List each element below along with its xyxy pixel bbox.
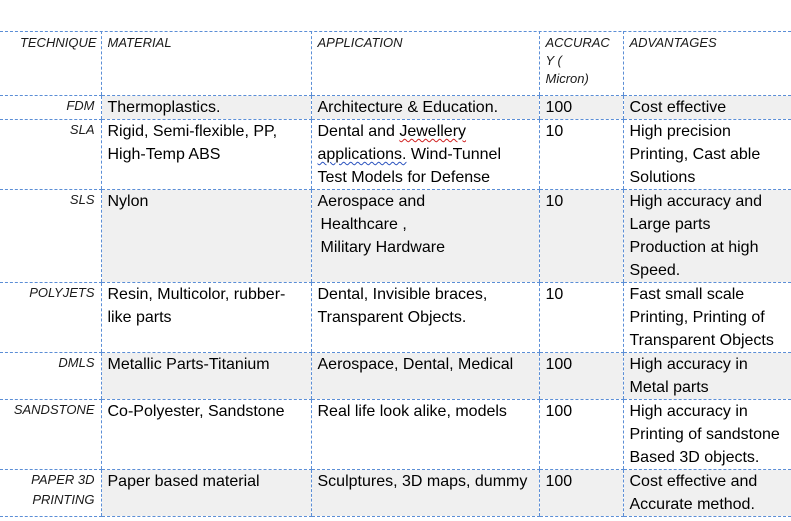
header-technique: TECHNIQUE [0,31,101,96]
advantages-cell: High accuracy in Printing of sandstone Based 3D objects. [623,400,791,470]
application-cell: Real life look alike, models [311,400,539,470]
application-line: Military Hardware [320,239,445,256]
advantages-cell: Cost effective and Accurate method. [623,470,791,517]
accuracy-cell: 100 [539,470,623,517]
header-accuracy-line3: Micron) [545,71,589,86]
grammar-marked-word: applications. [317,146,407,163]
technique-cell: POLYJETS [0,283,101,353]
technique-cell: SLS [0,190,101,283]
table-row [0,283,791,353]
application-text-part: Wind-Tunnel Test Models for Defense [317,146,502,186]
header-advantages: ADVANTAGES [623,31,791,96]
material-cell: Co-Polyester, Sandstone [101,400,311,470]
application-cell [311,190,539,283]
table-row [0,190,791,283]
application-text-part: Dental and [317,123,400,140]
spellcheck-word: Jewellery [399,123,467,140]
technique-table [0,31,791,517]
material-cell: Resin, Multicolor, rubber-like parts [101,283,311,353]
application-cell: Sculptures, 3D maps, dummy [311,470,539,517]
technique-cell: DMLS [0,353,101,400]
material-cell: Rigid, Semi-flexible, PP, High-Temp ABS [101,120,311,190]
header-material: MATERIAL [101,31,311,96]
advantages-cell: High precision Printing, Cast able Solutions [623,120,791,190]
technique-cell: PAPER 3D PRINTING [0,470,101,517]
advantages-cell: High accuracy and Large parts Production at high Speed. [623,190,791,283]
technique-cell: FDM [0,96,101,120]
header-application: APPLICATION [311,31,539,96]
application-cell: Aerospace, Dental, Medical [311,353,539,400]
header-accuracy-line2: Y ( [545,53,562,68]
advantages-cell: Fast small scale Printing, Printing of Transparent Objects [623,283,791,353]
table-row [0,120,791,190]
application-cell: Dental, Invisible braces, Transparent Objects. [311,283,539,353]
accuracy-cell: 10 [539,190,623,283]
table-row [0,353,791,400]
application-cell [311,120,539,190]
technique-cell: SANDSTONE [0,400,101,470]
table-header-row [0,31,791,96]
table-row [0,400,791,470]
material-cell: Nylon [101,190,311,283]
material-cell: Metallic Parts-Titanium [101,353,311,400]
header-accuracy-line1: ACCURAC [545,35,610,50]
technique-cell: SLA [0,120,101,190]
accuracy-cell: 100 [539,353,623,400]
accuracy-cell: 10 [539,283,623,353]
application-line: Aerospace and [317,193,426,210]
table-row [0,96,791,120]
accuracy-cell: 100 [539,400,623,470]
accuracy-cell: 10 [539,120,623,190]
advantages-cell: Cost effective [623,96,791,120]
header-accuracy [539,31,623,96]
application-line: Healthcare , [320,216,407,233]
advantages-cell: High accuracy in Metal parts [623,353,791,400]
table-row [0,470,791,517]
application-cell: Architecture & Education. [311,96,539,120]
material-cell: Thermoplastics. [101,96,311,120]
material-cell: Paper based material [101,470,311,517]
accuracy-cell: 100 [539,96,623,120]
